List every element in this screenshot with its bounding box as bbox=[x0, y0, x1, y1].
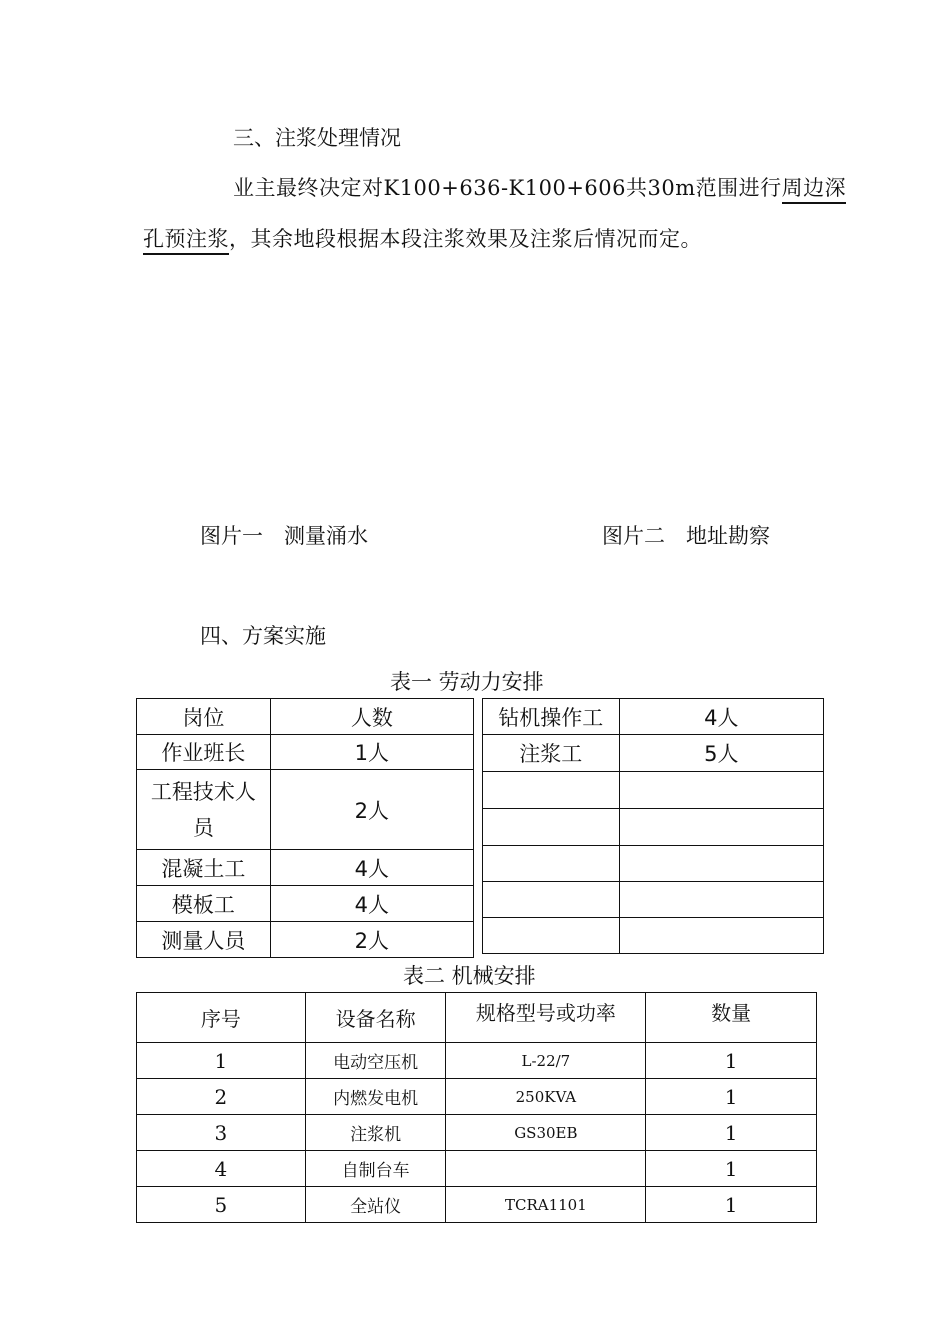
table-header-row bbox=[137, 993, 817, 1043]
header-cell: 人数 bbox=[270, 699, 473, 735]
table-row bbox=[137, 1151, 817, 1187]
table-2-caption: 表二 机械安排 bbox=[403, 964, 536, 988]
section-3-paragraph-line-1 bbox=[233, 172, 846, 202]
section-4-heading: 四、方案实施 bbox=[200, 624, 326, 648]
index-cell: 1 bbox=[137, 1043, 306, 1079]
quantity-cell: 1 bbox=[646, 1043, 817, 1079]
equipment-cell: 自制台车 bbox=[305, 1151, 446, 1187]
empty-cell bbox=[483, 882, 620, 918]
empty-cell bbox=[483, 918, 620, 954]
count-cell: 2人 bbox=[270, 922, 473, 958]
table-row bbox=[483, 882, 824, 918]
count-cell: 4人 bbox=[270, 886, 473, 922]
table-1-caption: 表一 劳动力安排 bbox=[390, 670, 544, 694]
header-cell: 数量 bbox=[646, 993, 817, 1043]
empty-cell bbox=[619, 809, 823, 846]
paragraph-text: 业主最终决定对K100+636-K100+606共30m范围进行 bbox=[233, 176, 782, 200]
empty-cell bbox=[619, 772, 823, 809]
quantity-cell: 1 bbox=[646, 1151, 817, 1187]
count-cell: 4人 bbox=[270, 850, 473, 886]
header-cell: 序号 bbox=[137, 993, 306, 1043]
table-row bbox=[137, 886, 474, 922]
section-3-heading: 三、注浆处理情况 bbox=[233, 126, 401, 150]
index-cell: 5 bbox=[137, 1187, 306, 1223]
figure-1-caption: 图片一 测量涌水 bbox=[200, 524, 368, 548]
figure-2-caption: 图片二 地址勘察 bbox=[602, 524, 770, 548]
spec-cell: GS30EB bbox=[446, 1115, 646, 1151]
table-row bbox=[137, 850, 474, 886]
empty-cell bbox=[483, 846, 620, 882]
role-cell: 模板工 bbox=[137, 886, 271, 922]
count-cell: 5人 bbox=[619, 735, 823, 772]
table-row bbox=[483, 918, 824, 954]
table-row bbox=[483, 846, 824, 882]
section-3-paragraph-line-2 bbox=[143, 223, 702, 253]
table-header-row bbox=[137, 699, 474, 735]
role-cell: 作业班长 bbox=[137, 735, 271, 770]
quantity-cell: 1 bbox=[646, 1187, 817, 1223]
count-cell: 2人 bbox=[270, 770, 473, 850]
equipment-cell: 电动空压机 bbox=[305, 1043, 446, 1079]
underlined-text: 孔预注浆 bbox=[143, 227, 229, 255]
paragraph-text: ，其余地段根据本段注浆效果及注浆后情况而定。 bbox=[229, 227, 702, 251]
table-row bbox=[483, 809, 824, 846]
table-row bbox=[483, 772, 824, 809]
table-row bbox=[483, 735, 824, 772]
spec-cell: 250KVA bbox=[446, 1079, 646, 1115]
spec-cell bbox=[446, 1151, 646, 1187]
underlined-text: 周边深 bbox=[782, 176, 847, 204]
role-cell: 测量人员 bbox=[137, 922, 271, 958]
role-cell: 混凝土工 bbox=[137, 850, 271, 886]
index-cell: 4 bbox=[137, 1151, 306, 1187]
table-row bbox=[137, 1043, 817, 1079]
index-cell: 3 bbox=[137, 1115, 306, 1151]
equipment-cell: 内燃发电机 bbox=[305, 1079, 446, 1115]
header-cell: 岗位 bbox=[137, 699, 271, 735]
quantity-cell: 1 bbox=[646, 1079, 817, 1115]
equipment-cell: 注浆机 bbox=[305, 1115, 446, 1151]
role-cell: 钻机操作工 bbox=[483, 699, 620, 735]
table-1-left bbox=[136, 698, 474, 958]
table-row bbox=[137, 735, 474, 770]
count-cell: 4人 bbox=[619, 699, 823, 735]
table-1-right bbox=[482, 698, 824, 954]
table-2 bbox=[136, 992, 817, 1223]
role-cell: 注浆工 bbox=[483, 735, 620, 772]
header-cell: 设备名称 bbox=[305, 993, 446, 1043]
table-row bbox=[137, 1079, 817, 1115]
index-cell: 2 bbox=[137, 1079, 306, 1115]
spec-cell: TCRA1101 bbox=[446, 1187, 646, 1223]
quantity-cell: 1 bbox=[646, 1115, 817, 1151]
table-row bbox=[137, 770, 474, 850]
equipment-cell: 全站仪 bbox=[305, 1187, 446, 1223]
header-cell: 规格型号或功率 bbox=[446, 993, 646, 1043]
empty-cell bbox=[619, 882, 823, 918]
table-row bbox=[137, 1187, 817, 1223]
empty-cell bbox=[483, 772, 620, 809]
table-row bbox=[483, 699, 824, 735]
table-row bbox=[137, 922, 474, 958]
count-cell: 1人 bbox=[270, 735, 473, 770]
empty-cell bbox=[483, 809, 620, 846]
role-cell: 工程技术人员 bbox=[137, 770, 271, 850]
spec-cell: L-22/7 bbox=[446, 1043, 646, 1079]
table-row bbox=[137, 1115, 817, 1151]
empty-cell bbox=[619, 846, 823, 882]
empty-cell bbox=[619, 918, 823, 954]
